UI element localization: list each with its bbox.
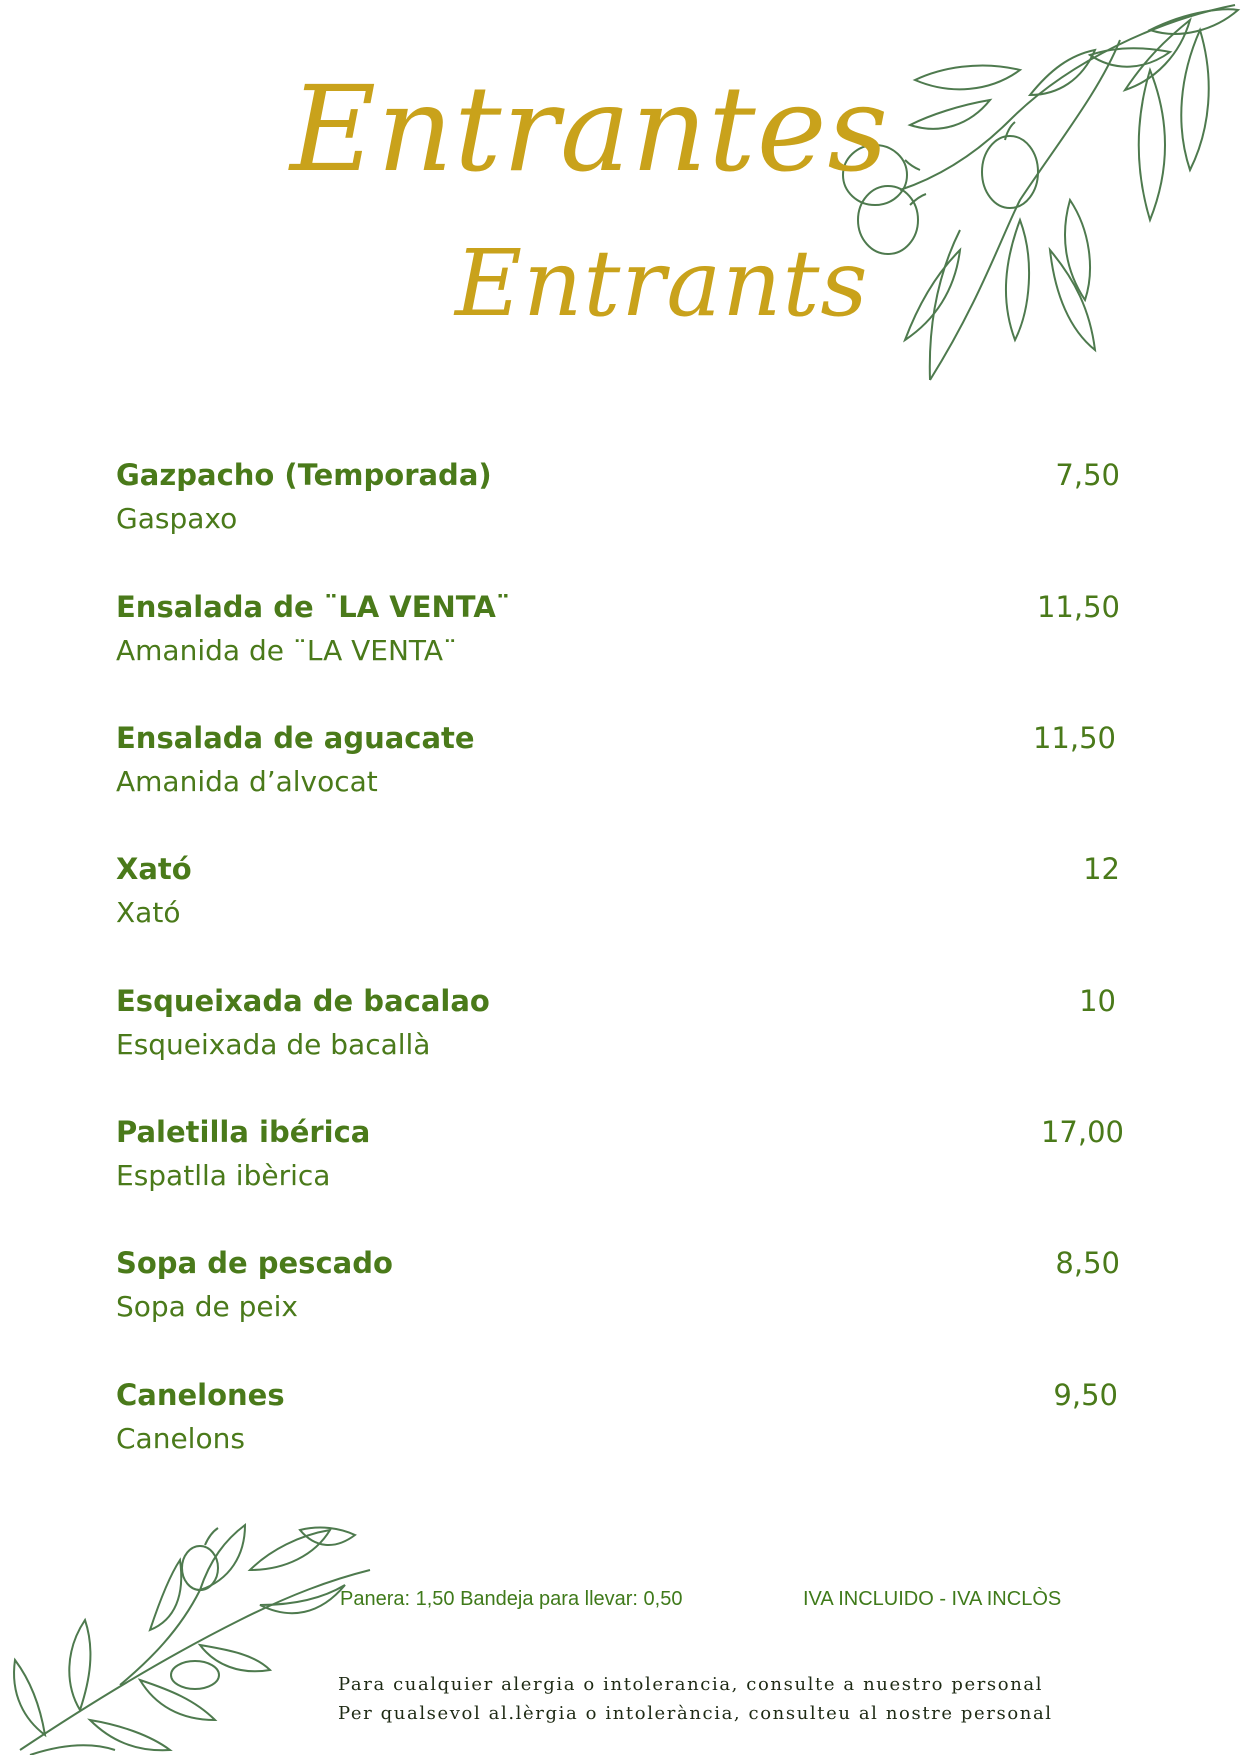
olive-branch-bottom-icon — [0, 1510, 380, 1755]
item-price: 8,50 — [1055, 1246, 1120, 1280]
item-name: Paletilla ibérica — [116, 1115, 371, 1149]
menu-item-esqueixada — [116, 984, 1126, 1074]
item-price: 11,50 — [1036, 590, 1120, 624]
item-name: Sopa de pescado — [116, 1246, 393, 1280]
item-price: 9,50 — [1053, 1378, 1118, 1412]
item-name-catalan: Amanida de ¨LA VENTA¨ — [116, 634, 458, 667]
tax-notice: IVA INCLUIDO - IVA INCLÒS — [803, 1588, 1062, 1610]
menu-item-ensalada-la-venta — [116, 590, 1126, 680]
item-name: Ensalada de aguacate — [116, 721, 475, 755]
item-name: Ensalada de ¨LA VENTA¨ — [116, 590, 511, 624]
item-price: 11,50 — [1032, 721, 1116, 755]
item-price: 12 — [1083, 852, 1120, 886]
allergy-notice-spanish: Para cualquier alergia o intolerancia, consulte a nuestro personal — [338, 1674, 1044, 1695]
extras-prices: Panera: 1,50 Bandeja para llevar: 0,50 — [340, 1588, 683, 1610]
item-price: 7,50 — [1055, 458, 1120, 492]
item-name-catalan: Espatlla ibèrica — [116, 1159, 331, 1192]
menu-item-paletilla — [116, 1115, 1126, 1205]
menu-item-canelones — [116, 1378, 1126, 1468]
item-name: Gazpacho (Temporada) — [116, 458, 492, 492]
title-spanish: Entrantes — [290, 60, 890, 198]
item-price: 17,00 — [1040, 1115, 1124, 1149]
item-name-catalan: Canelons — [116, 1422, 245, 1455]
allergy-notice-catalan: Per qualsevol al.lèrgia o intolerància, consulteu al nostre personal — [338, 1703, 1053, 1724]
item-name: Canelones — [116, 1378, 285, 1412]
item-name: Xató — [116, 852, 192, 886]
item-price: 10 — [1079, 984, 1116, 1018]
title-catalan: Entrants — [455, 230, 869, 337]
menu-item-ensalada-aguacate — [116, 721, 1126, 811]
menu-item-gazpacho — [116, 458, 1126, 548]
item-name-catalan: Gaspaxo — [116, 502, 238, 535]
item-name-catalan: Xató — [116, 896, 181, 929]
menu-item-xato — [116, 852, 1126, 942]
item-name-catalan: Amanida d’alvocat — [116, 765, 378, 798]
item-name: Esqueixada de bacalao — [116, 984, 490, 1018]
item-name-catalan: Esqueixada de bacallà — [116, 1028, 431, 1061]
menu-item-sopa-pescado — [116, 1246, 1126, 1336]
item-name-catalan: Sopa de peix — [116, 1290, 298, 1323]
